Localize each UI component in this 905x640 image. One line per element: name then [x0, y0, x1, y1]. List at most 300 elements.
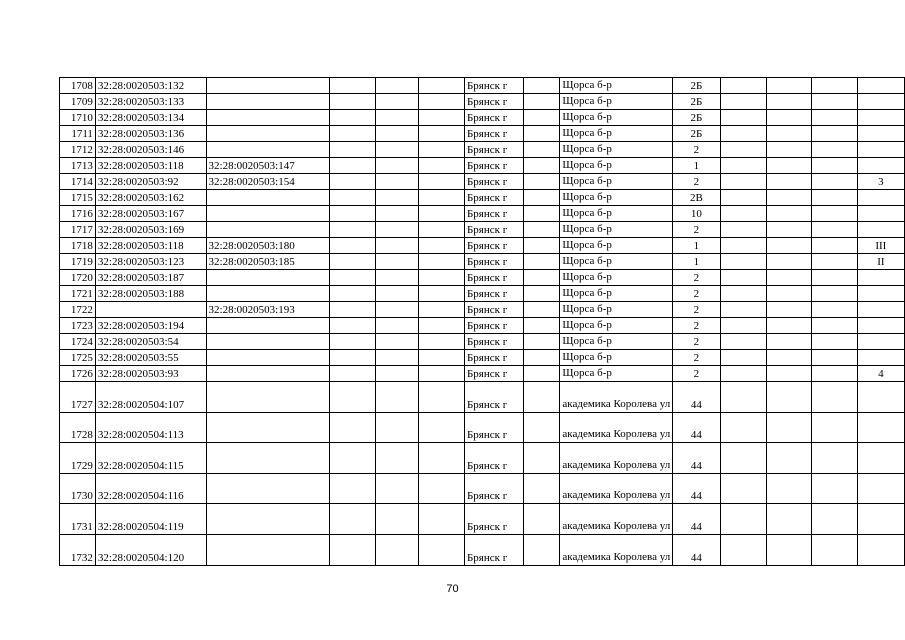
table-body: [60, 78, 905, 566]
table-cell-c5: [375, 318, 418, 334]
table-row: [60, 206, 905, 222]
table-cell-c6: [418, 94, 464, 110]
table-row: [60, 334, 905, 350]
table-cell-c5: [375, 158, 418, 174]
table-cell-num: 1711: [60, 126, 96, 142]
table-cell-c14: [857, 412, 904, 443]
table-cell-c14: [857, 110, 904, 126]
table-cell-c6: [418, 78, 464, 94]
table-cell-c2: 32:28:0020503:118: [95, 238, 206, 254]
table-cell-num: 1719: [60, 254, 96, 270]
table-cell-num: 1714: [60, 174, 96, 190]
table-cell-c10: 2Б: [673, 110, 720, 126]
table-cell-c11: [720, 254, 766, 270]
table-cell-c8: [524, 174, 560, 190]
table-cell-c8: [524, 222, 560, 238]
table-cell-c8: [524, 78, 560, 94]
table-cell-c12: [766, 443, 811, 474]
table-cell-c6: [418, 238, 464, 254]
table-cell-c11: [720, 366, 766, 382]
page-number: 70: [446, 583, 459, 595]
table-cell-c8: [524, 94, 560, 110]
table-cell-c11: [720, 318, 766, 334]
table-cell-c12: [766, 350, 811, 366]
table-row: [60, 504, 905, 535]
table-cell-c5: [375, 126, 418, 142]
table-cell-c13: [811, 286, 857, 302]
table-cell-c14: [857, 158, 904, 174]
table-cell-c7: Брянск г: [464, 443, 523, 474]
table-cell-num: 1709: [60, 94, 96, 110]
table-row: [60, 110, 905, 126]
table-cell-num: 1712: [60, 142, 96, 158]
table-cell-c3: [206, 382, 329, 413]
table-cell-c3: [206, 78, 329, 94]
table-cell-c13: [811, 158, 857, 174]
table-cell-num: 1713: [60, 158, 96, 174]
table-cell-c4: [329, 174, 375, 190]
table-cell-c12: [766, 382, 811, 413]
table-cell-c12: [766, 534, 811, 565]
table-cell-c3: [206, 270, 329, 286]
table-cell-c14: [857, 534, 904, 565]
table-cell-c8: [524, 190, 560, 206]
table-row: [60, 174, 905, 190]
table-cell-c13: [811, 382, 857, 413]
table-cell-c14: [857, 302, 904, 318]
table-cell-c11: [720, 94, 766, 110]
table-cell-c3: [206, 504, 329, 535]
table-cell-c5: [375, 334, 418, 350]
table-cell-c11: [720, 302, 766, 318]
table-cell-c9: Щорса б-р: [560, 238, 673, 254]
table-cell-c3: [206, 126, 329, 142]
table-cell-c5: [375, 350, 418, 366]
table-cell-c13: [811, 238, 857, 254]
table-cell-c5: [375, 190, 418, 206]
table-cell-c5: [375, 270, 418, 286]
table-cell-c10: 44: [673, 473, 720, 504]
table-cell-c7: Брянск г: [464, 238, 523, 254]
table-cell-c2: 32:28:0020503:133: [95, 94, 206, 110]
table-cell-c4: [329, 190, 375, 206]
table-cell-c9: Щорса б-р: [560, 334, 673, 350]
table-cell-c2: 32:28:0020504:119: [95, 504, 206, 535]
table-cell-c5: [375, 302, 418, 318]
table-cell-c11: [720, 174, 766, 190]
table-cell-c11: [720, 222, 766, 238]
table-cell-c6: [418, 334, 464, 350]
table-cell-c2: 32:28:0020503:162: [95, 190, 206, 206]
table-cell-c13: [811, 190, 857, 206]
table-cell-c2: 32:28:0020503:54: [95, 334, 206, 350]
table-cell-c3: [206, 443, 329, 474]
table-cell-num: 1727: [60, 382, 96, 413]
table-cell-c11: [720, 286, 766, 302]
table-cell-c14: [857, 443, 904, 474]
table-cell-c13: [811, 222, 857, 238]
table-cell-c13: [811, 350, 857, 366]
table-cell-num: 1731: [60, 504, 96, 535]
table-cell-c2: 32:28:0020503:194: [95, 318, 206, 334]
table-cell-c4: [329, 94, 375, 110]
table-cell-c6: [418, 190, 464, 206]
table-cell-c2: 32:28:0020504:120: [95, 534, 206, 565]
table-cell-c11: [720, 412, 766, 443]
table-cell-c12: [766, 412, 811, 443]
table-cell-c4: [329, 206, 375, 222]
table-cell-c14: [857, 473, 904, 504]
table-cell-c11: [720, 270, 766, 286]
table-cell-c4: [329, 238, 375, 254]
table-cell-c5: [375, 412, 418, 443]
table-cell-c14: [857, 222, 904, 238]
table-cell-c5: [375, 366, 418, 382]
table-cell-c2: 32:28:0020504:115: [95, 443, 206, 474]
table-cell-c11: [720, 350, 766, 366]
table-cell-c4: [329, 318, 375, 334]
table-cell-c10: 2Б: [673, 126, 720, 142]
table-cell-c8: [524, 302, 560, 318]
table-cell-c7: Брянск г: [464, 366, 523, 382]
table-cell-c5: [375, 238, 418, 254]
table-cell-c11: [720, 78, 766, 94]
table-cell-c6: [418, 382, 464, 413]
table-cell-c14: [857, 270, 904, 286]
table-cell-c7: Брянск г: [464, 158, 523, 174]
table-cell-c11: [720, 473, 766, 504]
table-cell-c10: 1: [673, 254, 720, 270]
table-row: [60, 94, 905, 110]
table-cell-c5: [375, 206, 418, 222]
table-cell-c8: [524, 366, 560, 382]
table-cell-c3: [206, 334, 329, 350]
table-cell-c13: [811, 366, 857, 382]
table-cell-c13: [811, 254, 857, 270]
table-cell-c6: [418, 412, 464, 443]
table-cell-c10: 2: [673, 318, 720, 334]
table-cell-c7: Брянск г: [464, 78, 523, 94]
table-cell-c14: III: [857, 238, 904, 254]
table-cell-c7: Брянск г: [464, 350, 523, 366]
table-cell-c12: [766, 302, 811, 318]
table-cell-c5: [375, 504, 418, 535]
table-cell-c9: академика Королева ул: [560, 443, 673, 474]
table-cell-c7: Брянск г: [464, 334, 523, 350]
table-cell-num: 1730: [60, 473, 96, 504]
register-table: [59, 77, 905, 566]
table-cell-c7: Брянск г: [464, 174, 523, 190]
table-cell-c10: 2: [673, 270, 720, 286]
table-cell-c9: Щорса б-р: [560, 142, 673, 158]
table-cell-c5: [375, 254, 418, 270]
table-cell-c6: [418, 206, 464, 222]
table-cell-c6: [418, 286, 464, 302]
table-cell-c2: 32:28:0020504:116: [95, 473, 206, 504]
table-cell-c13: [811, 94, 857, 110]
table-cell-c4: [329, 534, 375, 565]
table-cell-c8: [524, 318, 560, 334]
table-cell-c12: [766, 318, 811, 334]
table-cell-num: 1710: [60, 110, 96, 126]
table-cell-c10: 2: [673, 350, 720, 366]
table-cell-c7: Брянск г: [464, 190, 523, 206]
table-cell-num: 1718: [60, 238, 96, 254]
table-cell-c13: [811, 412, 857, 443]
table-cell-c3: 32:28:0020503:185: [206, 254, 329, 270]
table-row: [60, 254, 905, 270]
table-cell-c3: [206, 473, 329, 504]
table-cell-c7: Брянск г: [464, 534, 523, 565]
table-cell-c9: Щорса б-р: [560, 158, 673, 174]
table-cell-c9: Щорса б-р: [560, 190, 673, 206]
table-cell-c7: Брянск г: [464, 382, 523, 413]
table-cell-c3: 32:28:0020503:180: [206, 238, 329, 254]
table-cell-c8: [524, 350, 560, 366]
table-cell-c7: Брянск г: [464, 126, 523, 142]
table-cell-c4: [329, 350, 375, 366]
table-cell-c5: [375, 534, 418, 565]
table-cell-c7: Брянск г: [464, 270, 523, 286]
table-cell-c11: [720, 158, 766, 174]
table-cell-c13: [811, 473, 857, 504]
table-row: [60, 350, 905, 366]
table-cell-c9: Щорса б-р: [560, 286, 673, 302]
table-cell-c10: 44: [673, 412, 720, 443]
table-row: [60, 366, 905, 382]
table-cell-c8: [524, 110, 560, 126]
table-cell-c13: [811, 206, 857, 222]
table-cell-c8: [524, 206, 560, 222]
table-cell-c9: Щорса б-р: [560, 254, 673, 270]
table-cell-c8: [524, 238, 560, 254]
table-cell-c14: [857, 286, 904, 302]
table-cell-c2: 32:28:0020504:113: [95, 412, 206, 443]
table-cell-c6: [418, 443, 464, 474]
table-cell-c4: [329, 334, 375, 350]
table-row: [60, 412, 905, 443]
table-cell-c6: [418, 126, 464, 142]
table-cell-c5: [375, 174, 418, 190]
table-cell-c4: [329, 286, 375, 302]
table-cell-c3: [206, 534, 329, 565]
table-row: [60, 318, 905, 334]
table-cell-c10: 44: [673, 443, 720, 474]
table-cell-num: 1729: [60, 443, 96, 474]
table-cell-c3: [206, 206, 329, 222]
table-cell-c9: Щорса б-р: [560, 206, 673, 222]
table-cell-c2: 32:28:0020503:132: [95, 78, 206, 94]
table-cell-c12: [766, 366, 811, 382]
table-cell-c5: [375, 110, 418, 126]
table-cell-c11: [720, 206, 766, 222]
table-cell-num: 1721: [60, 286, 96, 302]
table-cell-c9: Щорса б-р: [560, 366, 673, 382]
table-cell-c6: [418, 504, 464, 535]
table-cell-c7: Брянск г: [464, 110, 523, 126]
table-cell-c8: [524, 286, 560, 302]
table-cell-c13: [811, 174, 857, 190]
table-cell-c5: [375, 443, 418, 474]
table-cell-c9: академика Королева ул: [560, 412, 673, 443]
table-cell-c10: 2: [673, 142, 720, 158]
table-cell-c9: Щорса б-р: [560, 222, 673, 238]
table-cell-c5: [375, 78, 418, 94]
table-cell-c8: [524, 382, 560, 413]
table-cell-num: 1722: [60, 302, 96, 318]
table-cell-c9: академика Королева ул: [560, 473, 673, 504]
table-row: [60, 190, 905, 206]
table-cell-c5: [375, 286, 418, 302]
table-cell-c14: [857, 142, 904, 158]
table-cell-c7: Брянск г: [464, 206, 523, 222]
table-cell-c10: 44: [673, 504, 720, 535]
table-cell-num: 1720: [60, 270, 96, 286]
table-cell-c13: [811, 126, 857, 142]
table-cell-c3: [206, 222, 329, 238]
table-cell-c3: [206, 366, 329, 382]
table-cell-c6: [418, 473, 464, 504]
table-row: [60, 222, 905, 238]
table-cell-c8: [524, 270, 560, 286]
table-cell-c2: 32:28:0020503:187: [95, 270, 206, 286]
table-cell-c3: 32:28:0020503:154: [206, 174, 329, 190]
table-cell-c2: 32:28:0020503:146: [95, 142, 206, 158]
table-cell-c14: [857, 190, 904, 206]
table-cell-c13: [811, 443, 857, 474]
table-cell-c12: [766, 174, 811, 190]
table-cell-c10: 44: [673, 382, 720, 413]
table-cell-c12: [766, 158, 811, 174]
table-cell-c12: [766, 110, 811, 126]
table-cell-c6: [418, 302, 464, 318]
table-cell-c12: [766, 473, 811, 504]
table-cell-c13: [811, 534, 857, 565]
table-cell-c13: [811, 334, 857, 350]
table-cell-c2: 32:28:0020503:136: [95, 126, 206, 142]
table-cell-c6: [418, 158, 464, 174]
table-cell-c10: 2В: [673, 190, 720, 206]
table-cell-c4: [329, 473, 375, 504]
table-cell-c4: [329, 126, 375, 142]
table-cell-c10: 1: [673, 238, 720, 254]
table-cell-num: 1715: [60, 190, 96, 206]
table-cell-c6: [418, 142, 464, 158]
table-row: [60, 142, 905, 158]
table-cell-c14: [857, 206, 904, 222]
table-cell-c11: [720, 126, 766, 142]
table-row: [60, 382, 905, 413]
table-cell-c3: [206, 412, 329, 443]
table-cell-c9: Щорса б-р: [560, 110, 673, 126]
table-cell-c5: [375, 473, 418, 504]
table-row: [60, 78, 905, 94]
table-cell-c14: [857, 318, 904, 334]
table-cell-c8: [524, 142, 560, 158]
table-cell-c3: [206, 190, 329, 206]
table-cell-c4: [329, 443, 375, 474]
table-cell-num: 1723: [60, 318, 96, 334]
table-cell-c14: 3: [857, 174, 904, 190]
table-row: [60, 126, 905, 142]
table-cell-c8: [524, 158, 560, 174]
table-cell-c3: [206, 350, 329, 366]
table-cell-num: 1732: [60, 534, 96, 565]
table-cell-c9: Щорса б-р: [560, 270, 673, 286]
table-row: [60, 238, 905, 254]
table-cell-num: 1717: [60, 222, 96, 238]
table-cell-c4: [329, 158, 375, 174]
table-row: [60, 286, 905, 302]
table-cell-c2: 32:28:0020503:93: [95, 366, 206, 382]
table-cell-c2: 32:28:0020503:169: [95, 222, 206, 238]
table-cell-c13: [811, 142, 857, 158]
table-cell-c12: [766, 142, 811, 158]
table-cell-c4: [329, 222, 375, 238]
table-cell-c14: [857, 78, 904, 94]
table-cell-c4: [329, 78, 375, 94]
table-cell-c10: 2: [673, 174, 720, 190]
table-cell-c5: [375, 94, 418, 110]
table-cell-c7: Брянск г: [464, 318, 523, 334]
table-cell-c6: [418, 254, 464, 270]
table-cell-c10: 10: [673, 206, 720, 222]
table-row: [60, 443, 905, 474]
table-cell-c9: академика Королева ул: [560, 534, 673, 565]
table-cell-c3: [206, 110, 329, 126]
table-cell-c11: [720, 534, 766, 565]
table-cell-c6: [418, 174, 464, 190]
table-cell-c6: [418, 350, 464, 366]
table-cell-c11: [720, 110, 766, 126]
table-cell-c8: [524, 334, 560, 350]
table-cell-c10: 2Б: [673, 94, 720, 110]
table-cell-c8: [524, 443, 560, 474]
table-cell-c9: академика Королева ул: [560, 504, 673, 535]
table-cell-c12: [766, 94, 811, 110]
table-cell-c10: 2: [673, 302, 720, 318]
table-cell-c10: 2Б: [673, 78, 720, 94]
table-cell-c8: [524, 412, 560, 443]
table-cell-c13: [811, 270, 857, 286]
table-cell-num: 1716: [60, 206, 96, 222]
table-cell-c9: Щорса б-р: [560, 350, 673, 366]
table-cell-c10: 2: [673, 286, 720, 302]
table-cell-c5: [375, 222, 418, 238]
table-cell-c3: [206, 94, 329, 110]
table-row: [60, 158, 905, 174]
table-cell-c7: Брянск г: [464, 94, 523, 110]
table-cell-num: 1725: [60, 350, 96, 366]
table-cell-c14: II: [857, 254, 904, 270]
table-cell-c9: Щорса б-р: [560, 94, 673, 110]
table-cell-c8: [524, 473, 560, 504]
table-cell-num: 1728: [60, 412, 96, 443]
table-cell-c3: 32:28:0020503:193: [206, 302, 329, 318]
table-cell-c6: [418, 534, 464, 565]
table-row: [60, 473, 905, 504]
table-cell-c12: [766, 78, 811, 94]
table-cell-c6: [418, 110, 464, 126]
table-row: [60, 534, 905, 565]
table-cell-c4: [329, 254, 375, 270]
table-cell-c11: [720, 504, 766, 535]
table-cell-c8: [524, 534, 560, 565]
table-cell-c4: [329, 382, 375, 413]
table-cell-c6: [418, 366, 464, 382]
table-cell-c2: 32:28:0020503:167: [95, 206, 206, 222]
table-cell-c14: [857, 334, 904, 350]
